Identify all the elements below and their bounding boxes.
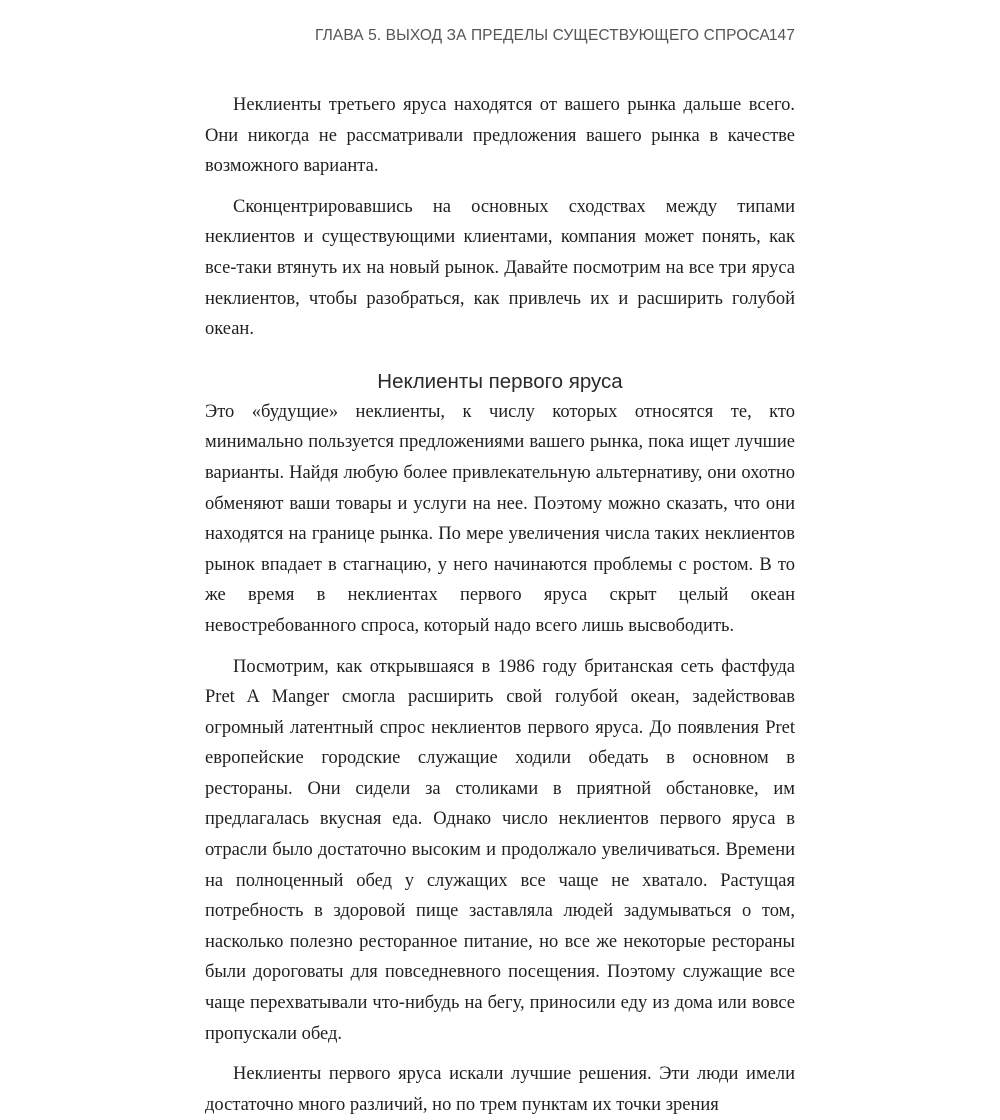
paragraph-pret-a-manger: Посмотрим, как открывшаяся в 1986 году британская сеть фастфуда Pret A Manger смогла расширить свой голубой океан, задействовав огромный латентный спрос неклиентов первого яруса. До появления Pret европейские городские служащие ходили обедать в основном в рестораны. Они сидели за столиками в приятной обстановке, им предлагалась вкусная еда. Однако число неклиентов первого яруса в отрасли было достаточно высоким и продолжало увеличиваться. Времени на полноценный обед у служащих все чаще не хватало. Растущая потребность в здоровой пище заставляла людей задумываться о том, насколько полезно ресторанное питание, но все же некоторые рестораны были дороговаты для повседневного посещения. Поэтому служащие все чаще перехватывали что-нибудь на бегу, приносили еду из дома или вовсе пропускали обед.: [205, 656, 795, 1044]
paragraph-tier-three: Неклиенты третьего яруса находятся от вашего рынка дальше всего. Они никогда не рассматривали предложения вашего рынка в качестве возможного варианта.: [205, 95, 795, 177]
paragraph-similarities: Сконцентрировавшись на основных сходствах между типами неклиентов и существующими клиентами, компания может понять, как все-таки втянуть их на новый рынок. Давайте посмотрим на все три яруса неклиентов, чтобы разобраться, как привлечь их и расширить голубой океан.: [205, 196, 795, 340]
paragraph-better-solutions: Неклиенты первого яруса искали лучшие решения. Эти люди имели достаточно много различий, но по трем пунктам их точки зрения: [205, 1064, 795, 1115]
body-text: [205, 90, 795, 1120]
page-number: 147: [768, 27, 795, 44]
paragraph-tier-one-definition: Это «будущие» неклиенты, к числу которых относятся те, кто минимально пользуется предложениями вашего рынка, пока ищет лучшие варианты. Найдя любую более привлекательную альтернативу, они охотно обменяют ваши товары и услуги на нее. Поэтому можно сказать, что они находятся на границе рынка. По мере увеличения числа таких неклиентов рынок впадает в стагнацию, у него начинаются проблемы с ростом. В то же время в неклиентах первого яруса скрыт целый океан невостребованного спроса, который надо всего лишь высвободить.: [205, 401, 795, 636]
chapter-title: ГЛАВА 5. ВЫХОД ЗА ПРЕДЕЛЫ СУЩЕСТВУЮЩЕГО СПРОСА: [315, 27, 770, 44]
running-header: [205, 27, 795, 57]
section-heading: Неклиенты первого яруса: [377, 369, 623, 393]
